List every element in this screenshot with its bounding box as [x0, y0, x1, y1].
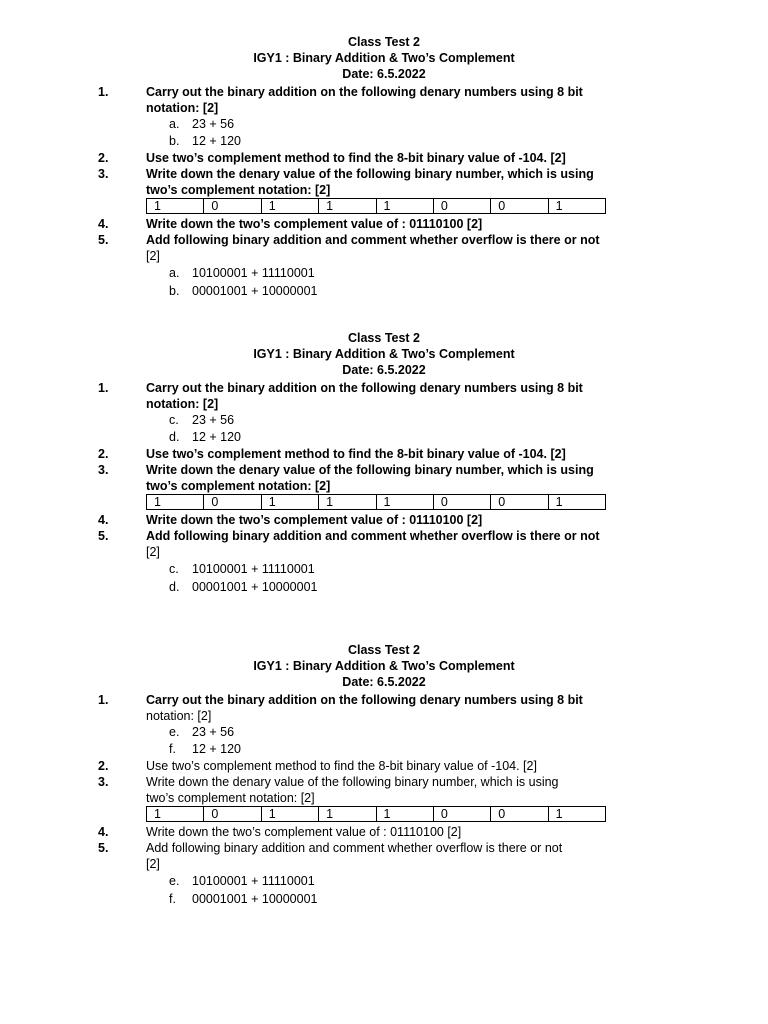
- bit-cell: 0: [433, 495, 490, 510]
- test-title: Class Test 2: [347, 35, 421, 49]
- bit-cell: 1: [147, 495, 204, 510]
- sub-item-text: 00001001 + 10000001: [192, 580, 318, 594]
- bit-cell: 0: [204, 199, 261, 214]
- question-number: 3.: [98, 775, 109, 789]
- sub-item-label: d.: [169, 580, 180, 594]
- bit-cell: 1: [261, 199, 318, 214]
- question-text: Write down the denary value of the following binary number, which is using: [146, 463, 594, 477]
- question-text-cont: notation: [2]: [146, 101, 219, 115]
- question-text: Use two’s complement method to find the 8-bit binary value of -104. [2]: [146, 447, 566, 461]
- sub-item-label: f.: [169, 742, 176, 756]
- test-date: Date: 6.5.2022: [342, 67, 426, 81]
- bit-cell: 1: [548, 199, 605, 214]
- bit-cell: 1: [376, 495, 433, 510]
- question-text-cont: [2]: [146, 249, 160, 263]
- sub-item-text: 12 + 120: [192, 430, 242, 444]
- bit-cell: 0: [433, 807, 490, 822]
- question-text: Use two’s complement method to find the 8-bit binary value of -104. [2]: [146, 151, 566, 165]
- binary-number-table: [146, 198, 606, 214]
- question-text: Carry out the binary addition on the following denary numbers using 8 bit: [146, 85, 583, 99]
- test-title: Class Test 2: [347, 331, 421, 345]
- question-text: Write down the denary value of the following binary number, which is using: [146, 167, 594, 181]
- question-number: 2.: [98, 759, 109, 773]
- sub-item-text: 10100001 + 11110001: [192, 266, 315, 280]
- question-number: 2.: [98, 151, 109, 165]
- binary-number-table: [146, 494, 606, 510]
- sub-item-label: c.: [169, 413, 179, 427]
- question-text-cont: two’s complement notation: [2]: [146, 479, 331, 493]
- bit-cell: 0: [491, 495, 548, 510]
- question-text: Carry out the binary addition on the following denary numbers using 8 bit: [146, 693, 583, 707]
- sub-item-text: 12 + 120: [192, 134, 242, 148]
- bit-cell: 1: [147, 807, 204, 822]
- sub-item-text: 23 + 56: [192, 413, 235, 427]
- bit-cell: 1: [548, 495, 605, 510]
- question-text-cont: [2]: [146, 545, 160, 559]
- sub-item-label: a.: [169, 117, 180, 131]
- bit-cell: 0: [204, 495, 261, 510]
- test-date: Date: 6.5.2022: [342, 675, 426, 689]
- question-text-cont: two’s complement notation: [2]: [146, 183, 331, 197]
- sub-item-text: 10100001 + 11110001: [192, 874, 315, 888]
- question-text: Add following binary addition and comment whether overflow is there or not: [146, 841, 563, 855]
- question-number: 5.: [98, 841, 109, 855]
- bit-cell: 0: [433, 199, 490, 214]
- question-text-cont: notation: [2]: [146, 709, 212, 723]
- bit-cell: 1: [376, 199, 433, 214]
- bit-cell: 1: [261, 807, 318, 822]
- sub-item-text: 00001001 + 10000001: [192, 284, 318, 298]
- question-text: Write down the denary value of the following binary number, which is using: [146, 775, 559, 789]
- test-subject: IGY1 : Binary Addition & Two’s Complement: [253, 347, 515, 361]
- bit-cell: 1: [319, 495, 376, 510]
- question-text: Add following binary addition and comment whether overflow is there or not: [146, 233, 600, 247]
- sub-item-text: 23 + 56: [192, 725, 235, 739]
- bit-cell: 1: [319, 807, 376, 822]
- question-number: 4.: [98, 825, 109, 839]
- sub-item-label: d.: [169, 430, 180, 444]
- bit-cell: 0: [491, 807, 548, 822]
- sub-item-text: 12 + 120: [192, 742, 242, 756]
- test-date: Date: 6.5.2022: [342, 363, 426, 377]
- question-text-cont: [2]: [146, 857, 160, 871]
- bit-cell: 1: [548, 807, 605, 822]
- sub-item-label: b.: [169, 284, 180, 298]
- sub-item-label: b.: [169, 134, 180, 148]
- bit-cell: 1: [147, 199, 204, 214]
- question-number: 3.: [98, 167, 109, 181]
- question-text: Write down the two’s complement value of : 01110100 [2]: [146, 217, 483, 231]
- question-number: 2.: [98, 447, 109, 461]
- bit-cell: 0: [204, 807, 261, 822]
- question-number: 4.: [98, 513, 109, 527]
- sub-item-text: 23 + 56: [192, 117, 235, 131]
- question-text-cont: notation: [2]: [146, 397, 219, 411]
- question-number: 5.: [98, 233, 109, 247]
- sub-item-text: 00001001 + 10000001: [192, 892, 318, 906]
- sub-item-label: c.: [169, 562, 179, 576]
- sub-item-label: f.: [169, 892, 176, 906]
- question-number: 4.: [98, 217, 109, 231]
- question-number: 3.: [98, 463, 109, 477]
- bit-cell: 0: [491, 199, 548, 214]
- bit-cell: 1: [319, 199, 376, 214]
- sub-item-text: 10100001 + 11110001: [192, 562, 315, 576]
- question-number: 1.: [98, 85, 109, 99]
- question-text: Write down the two’s complement value of : 01110100 [2]: [146, 513, 483, 527]
- question-text: Carry out the binary addition on the following denary numbers using 8 bit: [146, 381, 583, 395]
- bit-cell: 1: [376, 807, 433, 822]
- sub-item-label: e.: [169, 874, 180, 888]
- question-text: Use two’s complement method to find the 8-bit binary value of -104. [2]: [146, 759, 537, 773]
- sub-item-label: a.: [169, 266, 180, 280]
- question-number: 1.: [98, 381, 109, 395]
- test-subject: IGY1 : Binary Addition & Two’s Complement: [253, 51, 515, 65]
- question-number: 5.: [98, 529, 109, 543]
- bit-cell: 1: [261, 495, 318, 510]
- question-text: Write down the two’s complement value of : 01110100 [2]: [146, 825, 462, 839]
- question-number: 1.: [98, 693, 109, 707]
- binary-number-table: [146, 806, 606, 822]
- sub-item-label: e.: [169, 725, 180, 739]
- test-title: Class Test 2: [347, 643, 421, 657]
- question-text-cont: two’s complement notation: [2]: [146, 791, 315, 805]
- question-text: Add following binary addition and comment whether overflow is there or not: [146, 529, 600, 543]
- test-subject: IGY1 : Binary Addition & Two’s Complement: [253, 659, 515, 673]
